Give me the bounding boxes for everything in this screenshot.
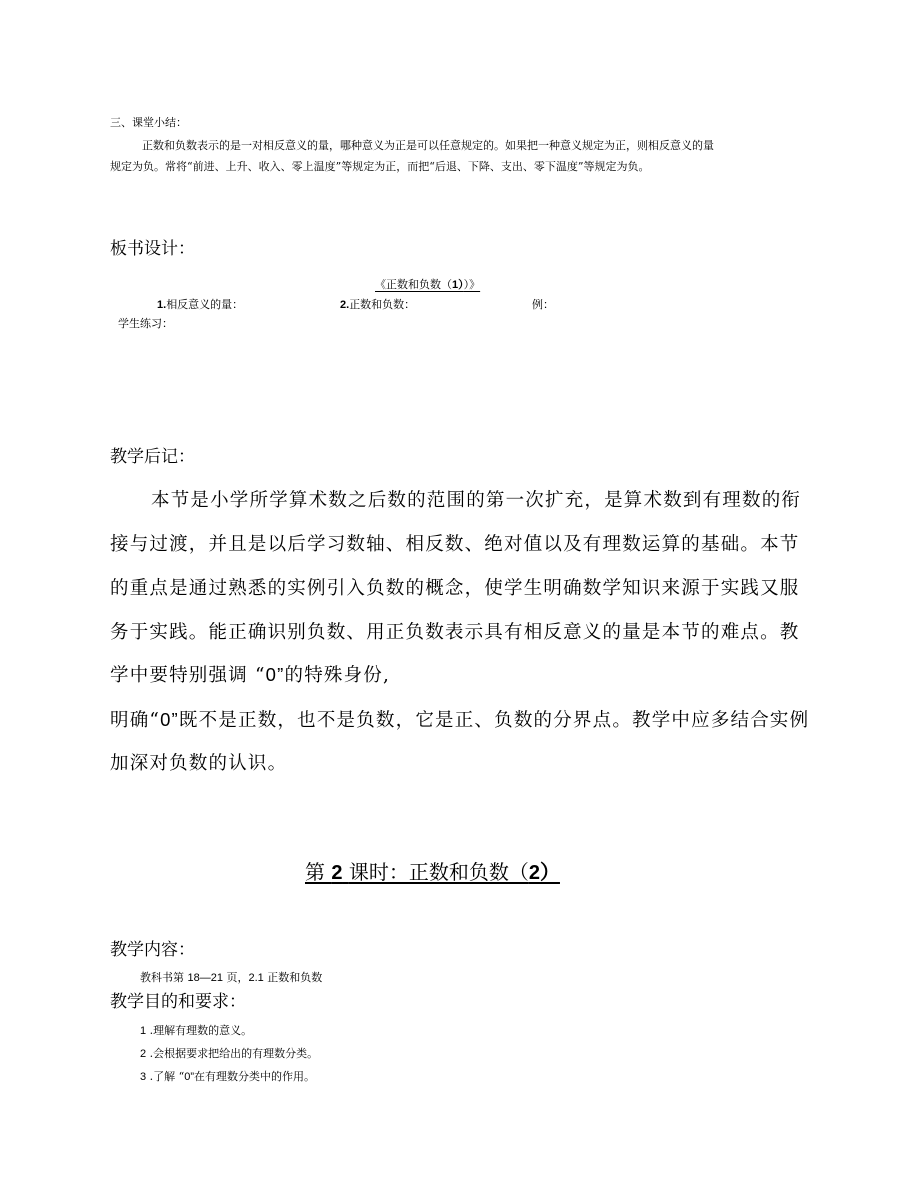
lesson2-title-b: 课时：正数和负数（: [348, 860, 529, 884]
goals-heading: 教学目的和要求：: [110, 992, 246, 1012]
postscript-line-5: [110, 661, 390, 687]
content-section: 2.1: [248, 972, 264, 984]
board-item-1-num: 1.: [157, 299, 167, 311]
lesson2-title-num2: 2）: [528, 862, 560, 884]
summary-line-2: 规定为负。常将“前进、上升、收入、零上温度”等规定为正，而把“后退、下降、支出、零下温度”等规定为负。: [110, 160, 650, 173]
board-heading: 板书设计：: [110, 239, 195, 259]
postscript-line-2: 接与过渡，并且是以后学习数轴、相反数、绝对值以及有理数运算的基础。本节: [110, 534, 800, 555]
content-text-a: 教科书第: [140, 971, 184, 984]
goal-item-1: [140, 1022, 252, 1038]
goal-1-num: 1: [140, 1025, 147, 1037]
goal-2-num: 2: [140, 1048, 147, 1060]
postscript-line-6-b: 既不是正数，也不是负数，它是正、负数的分界点。教学中应多结合实例: [178, 710, 810, 731]
goal-3-num: 3: [140, 1071, 147, 1083]
content-heading: 教学内容：: [110, 940, 195, 960]
postscript-line-7: 加深对负数的认识。: [110, 753, 288, 774]
postscript-line-4: 务于实践。能正确识别负数、用正负数表示具有相反意义的量是本节的难点。教: [110, 622, 800, 643]
lesson2-title-a: 第: [305, 860, 325, 884]
goal-3-text-b: 在有理数分类中的作用。: [194, 1070, 316, 1083]
postscript-line-6-a: 明确“: [110, 710, 161, 731]
board-title-a: 《正数和负数（: [375, 278, 452, 291]
goal-item-3: [140, 1068, 315, 1084]
postscript-line-5-zero: 0”: [265, 664, 285, 685]
postscript-line-6-zero: 0”: [160, 709, 179, 730]
postscript-line-3: 的重点是通过熟悉的实例引入负数的概念，使学生明确数学知识来源于实践又服: [110, 578, 800, 599]
postscript-line-5-a: 学中要特别强调 “: [110, 665, 266, 686]
content-text: [140, 969, 322, 985]
board-title-num: 1）: [452, 279, 464, 291]
board-item-1: [157, 296, 243, 312]
postscript-line-5-b: 的特殊身份,: [284, 665, 391, 686]
summary-line-1: 正数和负数表示的是一对相反意义的量，哪种意义为正是可以任意规定的。如果把一种意义规定为正，则相反意义的量: [142, 139, 714, 152]
goal-3-zero: 0”: [184, 1071, 195, 1083]
board-item-2-num: 2.: [340, 299, 350, 311]
lesson2-title-num: 2: [331, 862, 343, 884]
lesson2-title: [305, 856, 560, 885]
board-item-2: [340, 296, 415, 312]
board-item-2-label: 正数和负数：: [349, 298, 416, 311]
board-item-3: 例：: [532, 298, 554, 311]
goal-2-text: .会根据要求把给出的有理数分类。: [149, 1047, 319, 1060]
postscript-line-6: [110, 706, 809, 732]
board-item-1-label: 相反意义的量：: [166, 298, 244, 311]
goal-item-2: [140, 1045, 318, 1061]
summary-heading: 三、课堂小结：: [110, 116, 187, 129]
board-title-b: ）》: [463, 278, 481, 291]
postscript-line-1: 本节是小学所学算术数之后数的范围的第一次扩充，是算术数到有理数的衔: [151, 490, 802, 511]
postscript-heading: 教学后记：: [110, 447, 195, 467]
board-practice: 学生练习：: [118, 317, 173, 330]
content-text-c: 正数和负数: [267, 971, 323, 984]
content-text-b: 页，: [226, 971, 249, 984]
goal-1-text: .理解有理数的意义。: [149, 1024, 253, 1037]
board-title: [375, 276, 480, 292]
content-pages: 18—21: [187, 972, 223, 984]
goal-3-text-a: .了解 “: [149, 1070, 185, 1083]
